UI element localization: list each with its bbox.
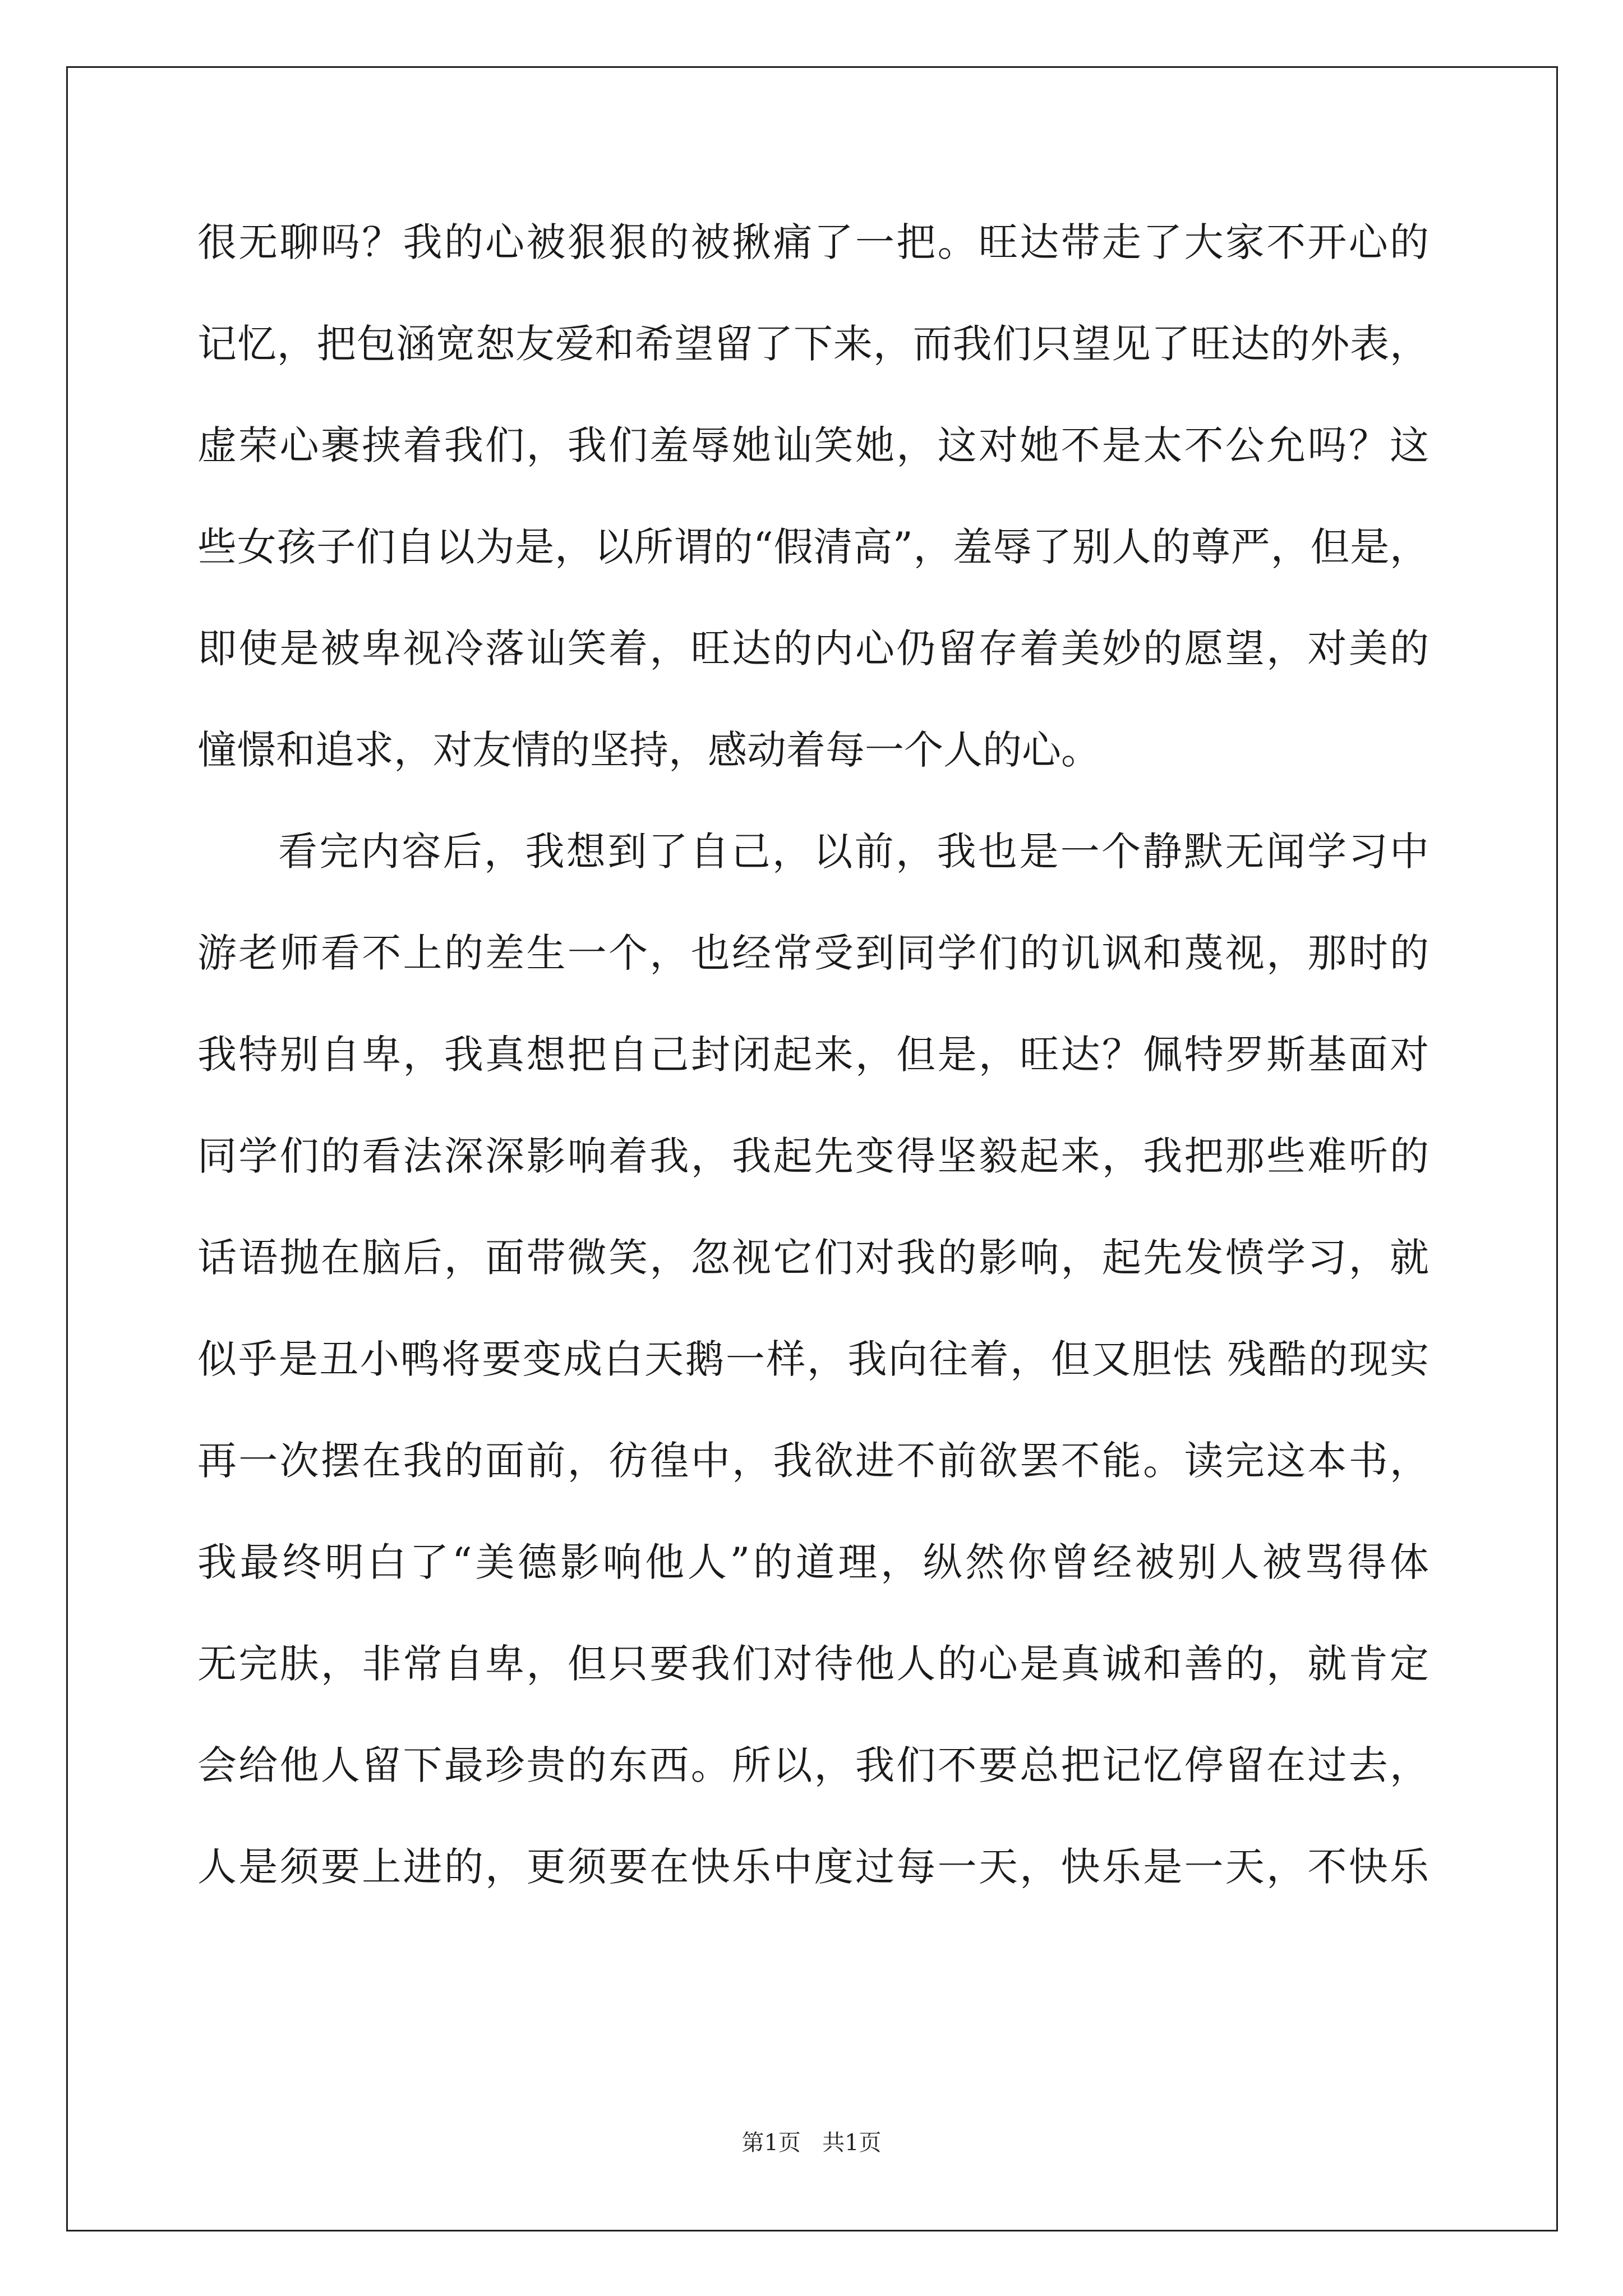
text-line: 人是须要上进的，更须要在快乐中度过每一天，快乐是一天，不快乐 [197, 1844, 1429, 1890]
page-footer [0, 2129, 1623, 2157]
text-line: 游老师看不上的差生一个，也经常受到同学们的讥讽和蔑视，那时的 [197, 930, 1429, 976]
text-line: 无完肤，非常自卑，但只要我们对待他人的心是真诚和善的，就肯定 [197, 1641, 1429, 1687]
text-line: 我特别自卑，我真想把自己封闭起来，但是，旺达？佩特罗斯基面对 [197, 1032, 1429, 1078]
text-line: 即使是被卑视冷落讪笑着，旺达的内心仍留存着美妙的愿望，对美的 [197, 625, 1429, 671]
page-number-current: 第1页 [741, 2130, 801, 2156]
text-line: 些女孩子们自以为是，以所谓的“假清高”，羞辱了别人的尊严，但是， [197, 524, 1429, 570]
text-line: 同学们的看法深深影响着我，我起先变得坚毅起来，我把那些难听的 [197, 1133, 1429, 1179]
text-line: 似乎是丑小鸭将要变成白天鹅一样，我向往着，但又胆怯 残酷的现实 [197, 1336, 1429, 1382]
text-line: 话语抛在脑后，面带微笑，忽视它们对我的影响，起先发愤学习，就 [197, 1235, 1429, 1281]
text-line: 会给他人留下最珍贵的东西。所以，我们不要总把记忆停留在过去， [197, 1742, 1429, 1788]
page-number-total: 共1页 [822, 2130, 882, 2156]
text-line: 很无聊吗？我的心被狠狠的被揪痛了一把。旺达带走了大家不开心的 [197, 219, 1429, 265]
text-line: 虚荣心裹挟着我们，我们羞辱她讪笑她，这对她不是太不公允吗？这 [197, 422, 1429, 468]
text-line: 憧憬和追求，对友情的坚持，感动着每一个人的心。 [197, 727, 1100, 773]
body-text [197, 209, 1429, 1935]
text-line: 看完内容后，我想到了自己，以前，我也是一个静默无闻学习中 [278, 829, 1429, 875]
text-line: 我最终明白了“美德影响他人”的道理，纵然你曾经被别人被骂得体 [197, 1539, 1429, 1585]
text-line: 记忆，把包涵宽恕友爱和希望留了下来，而我们只望见了旺达的外表， [197, 321, 1429, 367]
text-line: 再一次摆在我的面前，彷徨中，我欲进不前欲罢不能。读完这本书， [197, 1438, 1429, 1484]
